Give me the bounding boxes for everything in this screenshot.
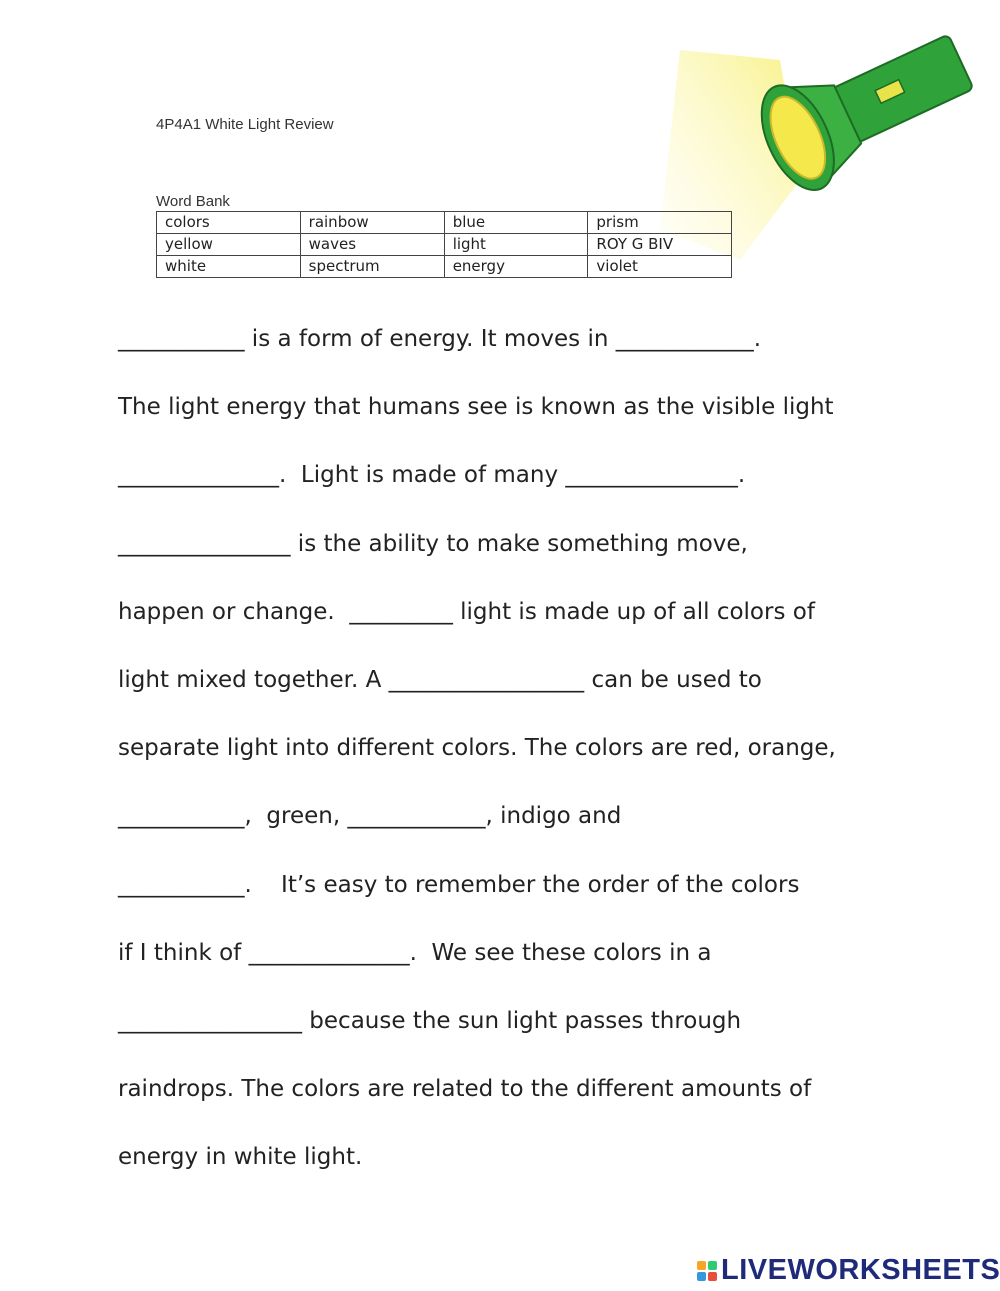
- passage-line: raindrops. The colors are related to the different amounts of: [118, 1076, 812, 1103]
- fill-in-passage: [118, 318, 878, 1204]
- word-bank-cell: violet: [588, 256, 732, 278]
- word-bank-cell: light: [444, 234, 588, 256]
- worksheet-title: 4P4A1 White Light Review: [156, 116, 334, 133]
- liveworksheets-logo-icon: [697, 1261, 717, 1281]
- passage-line: ___________, green, ____________, indigo and: [118, 803, 622, 830]
- passage-line: ________________ because the sun light passes through: [118, 1007, 742, 1034]
- word-bank-row: [157, 256, 732, 278]
- passage-line: The light energy that humans see is known as the visible light: [118, 394, 834, 421]
- word-bank-cell: rainbow: [300, 212, 444, 234]
- word-bank-cell: yellow: [157, 234, 301, 256]
- word-bank-table: [156, 211, 732, 278]
- brand-name: LIVEWORKSHEETS: [721, 1254, 1000, 1286]
- word-bank-cell: colors: [157, 212, 301, 234]
- word-bank-cell: waves: [300, 234, 444, 256]
- passage-line: ___________. It’s easy to remember the order of the colors: [118, 871, 800, 898]
- passage-line: happen or change. _________ light is made up of all colors of: [118, 598, 815, 625]
- word-bank-cell: white: [157, 256, 301, 278]
- word-bank-row: [157, 212, 732, 234]
- passage-line: separate light into different colors. The colors are red, orange,: [118, 735, 836, 762]
- passage-line: ______________. Light is made of many _______________.: [118, 462, 746, 489]
- passage-line: ___________ is a form of energy. It moves in ____________.: [118, 326, 762, 352]
- word-bank-cell: energy: [444, 256, 588, 278]
- word-bank-cell: prism: [588, 212, 732, 234]
- passage-line: energy in white light.: [118, 1144, 363, 1171]
- word-bank-cell: spectrum: [300, 256, 444, 278]
- word-bank-label: Word Bank: [156, 193, 230, 210]
- passage-line: light mixed together. A _________________ can be used to: [118, 666, 762, 693]
- word-bank-row: [157, 234, 732, 256]
- passage-line: _______________ is the ability to make something move,: [118, 530, 748, 557]
- passage-line: if I think of ______________. We see these colors in a: [118, 939, 712, 966]
- word-bank-cell: ROY G BIV: [588, 234, 732, 256]
- word-bank-cell: blue: [444, 212, 588, 234]
- liveworksheets-logo[interactable]: [697, 1254, 1000, 1287]
